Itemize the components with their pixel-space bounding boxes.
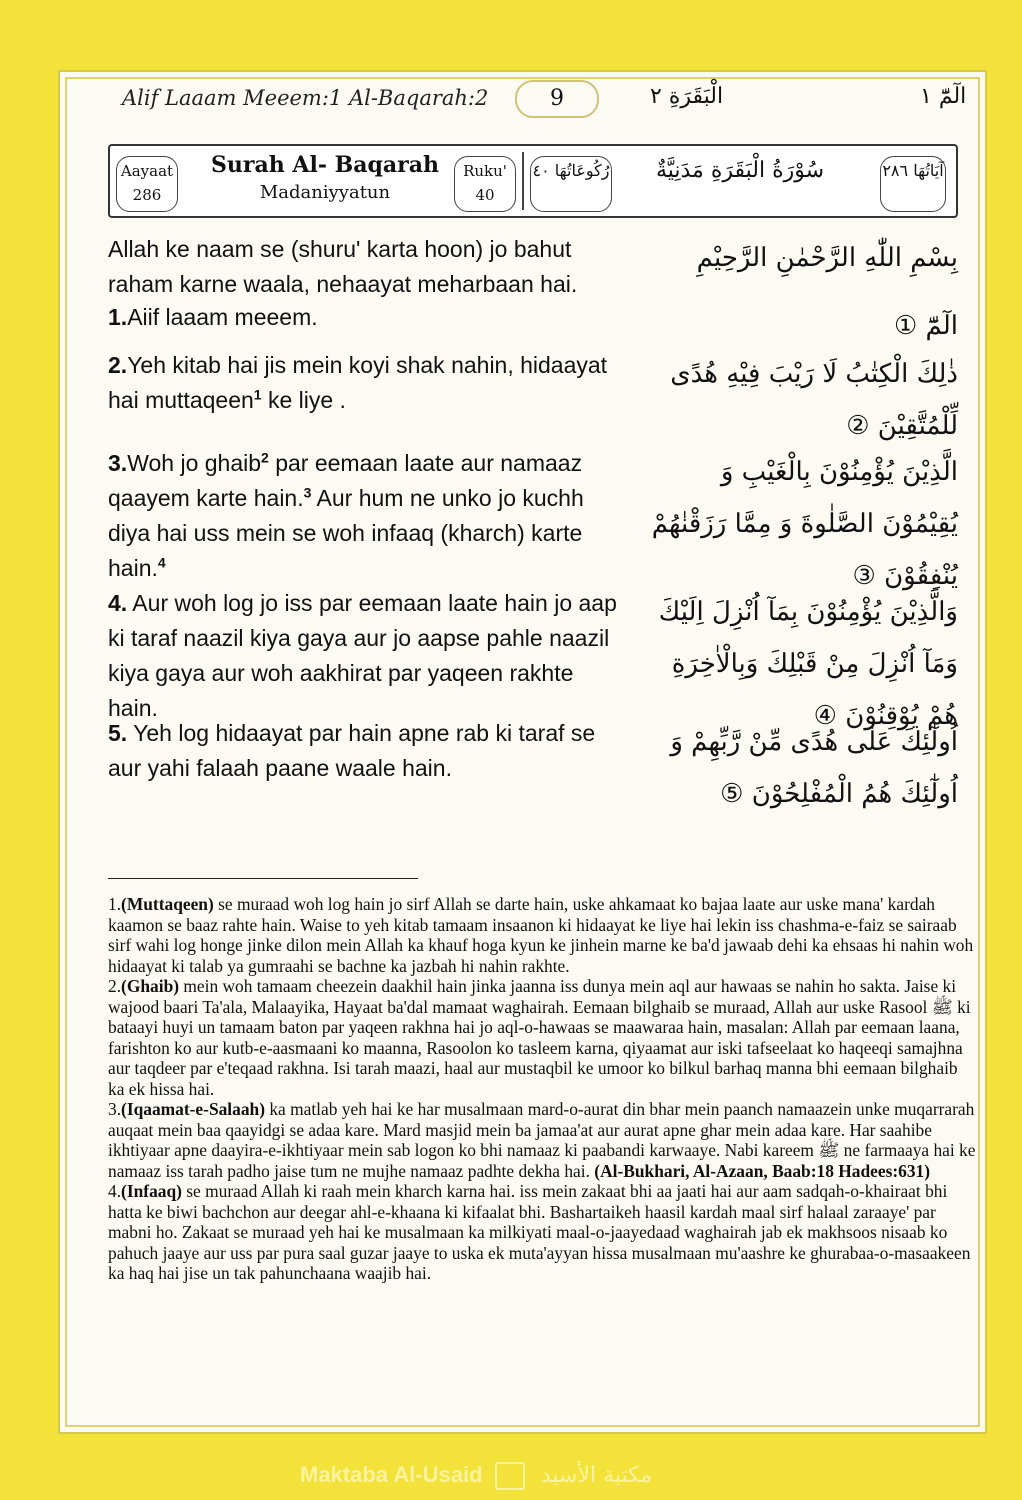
footnote-number: 4. [108, 1181, 122, 1201]
verse-number: 5. [108, 720, 128, 746]
footnote-text: mein woh tamaam cheezein daakhil hain jinka jaanna iss dunya mein aql aur hawaas se nahin ho sakta. Jaise ki wajood baari Ta'ala, Malaayika, Hayaat ba'dal mamaat waghairah. Eemaan bilghaib se muraad, Allah aur uske Rasool ﷺ ki bataayi huyi un tamaam baton par yaqeen rakhna hai jo aql-o-hawaas se maawaraa hain, masalan: Allah par eemaan laana, farishton ko aur kutb-e-aasmaani ko maanna, Rasoolon ko tasleem karna, qiyaamat aur iski tafseelaat ko haqeeqi samajhna aur taqdeer par e'teqaad rakhna. Isi tarah maazi, haal aur mustaqbil ke umoor ko bilkul barhaq manna bhi eemaan bilghaib ka ek hissa hai. [108, 976, 971, 1099]
verse-arabic: الٓمّٓ ① [893, 311, 958, 341]
verse-text: Aur hum ne unko jo kuchh diya hai uss mein se woh infaaq (kharch) karte hain. [108, 485, 584, 581]
footnote-number: 2. [108, 976, 122, 996]
aayaat-label: Aayaat [120, 162, 174, 180]
footnote-text: ka matlab yeh hai ke har musalmaan mard-o-aurat din bhar mein paanch namaazein unke muqarrarah auqaat mein baa qaayidgi se adaa kare. Mard masjid mein ba jamaa'at aur aurat apne ghar mein adaa kare. Har saahibe ikhtiyaar apne daayira-e-ikhtiyaar mein sab logon ko bhi namaaz ki paabandi karwaaye. Nabi kareem ﷺ ne farmaaya hai ke namaaz iss tarah padho jaise tum ne mujhe namaaz padhte dekha hai. [108, 1099, 976, 1181]
ruku-count [454, 156, 516, 212]
page-number: 9 [515, 80, 599, 118]
verse-arabic: وَالَّذِيْنَ يُؤْمِنُوْنَ بِمَآ اُنْزِلَ اِلَيْكَ وَمَآ اُنْزِلَ مِنْ قَبْلِكَ وَبِالْاٰخِرَةِ هُمْ يُوْقِنُوْنَ ④ [658, 597, 958, 731]
footnote-term: (Muttaqeen) [121, 894, 214, 914]
verse-text: Allah ke naam se (shuru' karta hoon) jo bahut raham karne waala, nehaayat meharbaan hai. [108, 236, 578, 297]
verse-text: Woh jo ghaib [127, 450, 262, 476]
verse-bismillah [108, 232, 958, 300]
verse-text: Yeh kitab hai jis mein koyi shak nahin, hidaayat hai muttaqeen [108, 352, 608, 413]
verse-translation [108, 446, 628, 586]
verse-number: 3. [108, 450, 128, 476]
verse-arabic: بِسْمِ اللّٰهِ الرَّحْمٰنِ الرَّحِيْمِ [696, 243, 958, 273]
footnote-divider [108, 878, 418, 879]
verse-translation [108, 586, 628, 726]
surah-title: Surah Al- Baqarah [211, 152, 439, 178]
footnote-item [108, 894, 978, 976]
verse-text: Yeh log hidaayat par hain apne rab ki taraf se aur yahi falaah paane waale hain. [108, 720, 596, 781]
verse-number: 1. [108, 304, 128, 330]
verse-text: par eemaan laate aur namaaz qaayem karte hain. [108, 450, 583, 511]
running-header [60, 80, 985, 116]
footnote-term: (Infaaq) [121, 1181, 182, 1201]
verse-translation [108, 716, 628, 786]
publisher-name: Maktaba Al-Usaid [300, 1462, 483, 1487]
verse-text: ke liye . [261, 387, 346, 413]
verse-number: 2. [108, 352, 128, 378]
footnote-item [108, 1099, 978, 1181]
verse-number: 4. [108, 590, 128, 616]
publisher-footer [300, 1462, 720, 1492]
footnote-text: se muraad woh log hain jo sirf Allah se darte hain, uske ahkamaat ko bajaa laate aur uske mana' kardah kaamon se baaz rahte hain. Waise to yeh kitab tamaam insaanon ki hidaayat ke liye hai lekin iss chashma-e-faiz se sairaab sirf wahi log honge jinke dilon mein Allah ka khauf hoga kyun ke jinhein marne ke ba'd jawaab dehi ka ehsaas hi nahin woh hidaayat ki talab ya gumraahi se bachne ka jazbah hi nahin rakhte. [108, 894, 974, 976]
footnote-ref: 1 [253, 386, 262, 403]
surah-subtitle: Madaniyyatun [259, 182, 391, 203]
header-surah-reference: Alif Laaam Meeem:1 Al-Baqarah:2 [122, 86, 489, 110]
verse-arabic: الَّذِيْنَ يُؤْمِنُوْنَ بِالْغَيْبِ وَ يُقِيْمُوْنَ الصَّلٰوةَ وَ مِمَّا رَزَقْنٰهُمْ يُنْفِقُوْنَ ③ [651, 457, 958, 591]
header-arabic-surah: الْبَقَرَةِ ٢ [650, 84, 724, 109]
ruku-label: Ruku' [463, 162, 507, 180]
verse-2 [108, 348, 958, 446]
surah-box-divider [522, 152, 524, 210]
verse-translation [108, 232, 628, 302]
arabic-aayaat-count: آيَاتُهَا ٢٨٦ [880, 156, 946, 212]
book-page [58, 70, 987, 1434]
footnote-term: (Ghaib) [121, 976, 180, 996]
ruku-value: 40 [475, 186, 495, 204]
arabic-surah-title: سُوْرَةُ الْبَقَرَةِ مَدَنِيَّةٌ [655, 158, 825, 183]
footnote-text: se muraad Allah ki raah mein kharch karna hai. iss mein zakaat bhi aa jaati hai aur aam sadqah-o-khairaat bhi hatta ke biwi bachchon aur deegar ahl-e-khaana ki kifaalat bhi. Bashartaikeh haasil kardah maal sirf halaal zaraaye' par mabni ho. Zakaat se muraad yeh hai ke musalmaan ka milkiyati maal-o-jaayedaad waghairah jab ek makhsoos nisaab ko pahuch jaaye aur uss par pura saal guzar jaaye to uska ek muta'ayyan hissa musalmaan mu'aashre ke ghurabaa-o-masaakeen ka haq hai jise un tak pahunchaana waajib hai. [108, 1181, 971, 1283]
footnote-item [108, 976, 978, 1099]
verse-translation [108, 348, 628, 418]
verse-text: Aur woh log jo iss par eemaan laate hain jo aap ki taraf naazil kiya gaya aur jo aapse pahle naazil kiya gaya aur woh aakhirat par yaqeen rakhte hain. [108, 590, 617, 721]
footnote-number: 3. [108, 1099, 122, 1119]
verse-arabic: اُولٰٓئِكَ عَلٰى هُدًى مِّنْ رَّبِّهِمْ وَ اُولٰٓئِكَ هُمُ الْمُفْلِحُوْنَ ⑤ [670, 727, 958, 809]
verse-arabic: ذٰلِكَ الْكِتٰبُ لَا رَيْبَ فِيْهِ هُدًى لِّلْمُتَّقِيْنَ ② [670, 359, 958, 441]
footnote-term: (Iqaamat-e-Salaah) [121, 1099, 265, 1119]
footnote-item [108, 1181, 978, 1284]
header-arabic-juz: الٓمّٓ ١ [920, 84, 967, 109]
footnote-ref: 4 [157, 554, 166, 571]
verse-1 [108, 300, 958, 348]
surah-title-box [108, 144, 958, 218]
publisher-logo-icon [495, 1462, 525, 1490]
arabic-ruku-count: رُكُوعَاتُهَا ٤٠ [530, 156, 612, 212]
verse-translation [108, 300, 628, 335]
footnotes-section [108, 894, 978, 1284]
verse-text: Aiif laaam meeem. [127, 304, 318, 330]
footnote-ref: 2 [261, 449, 269, 466]
footnote-ref: 3 [303, 484, 312, 501]
aayaat-count [116, 156, 178, 212]
aayaat-value: 286 [132, 186, 162, 204]
verse-3 [108, 446, 958, 591]
verse-4 [108, 586, 958, 731]
verse-5 [108, 716, 958, 809]
publisher-name-arabic: مكتبة الأسيد [540, 1463, 653, 1488]
footnote-reference: (Al-Bukhari, Al-Azaan, Baab:18 Hadees:631) [594, 1160, 931, 1181]
footnote-number: 1. [108, 894, 122, 914]
